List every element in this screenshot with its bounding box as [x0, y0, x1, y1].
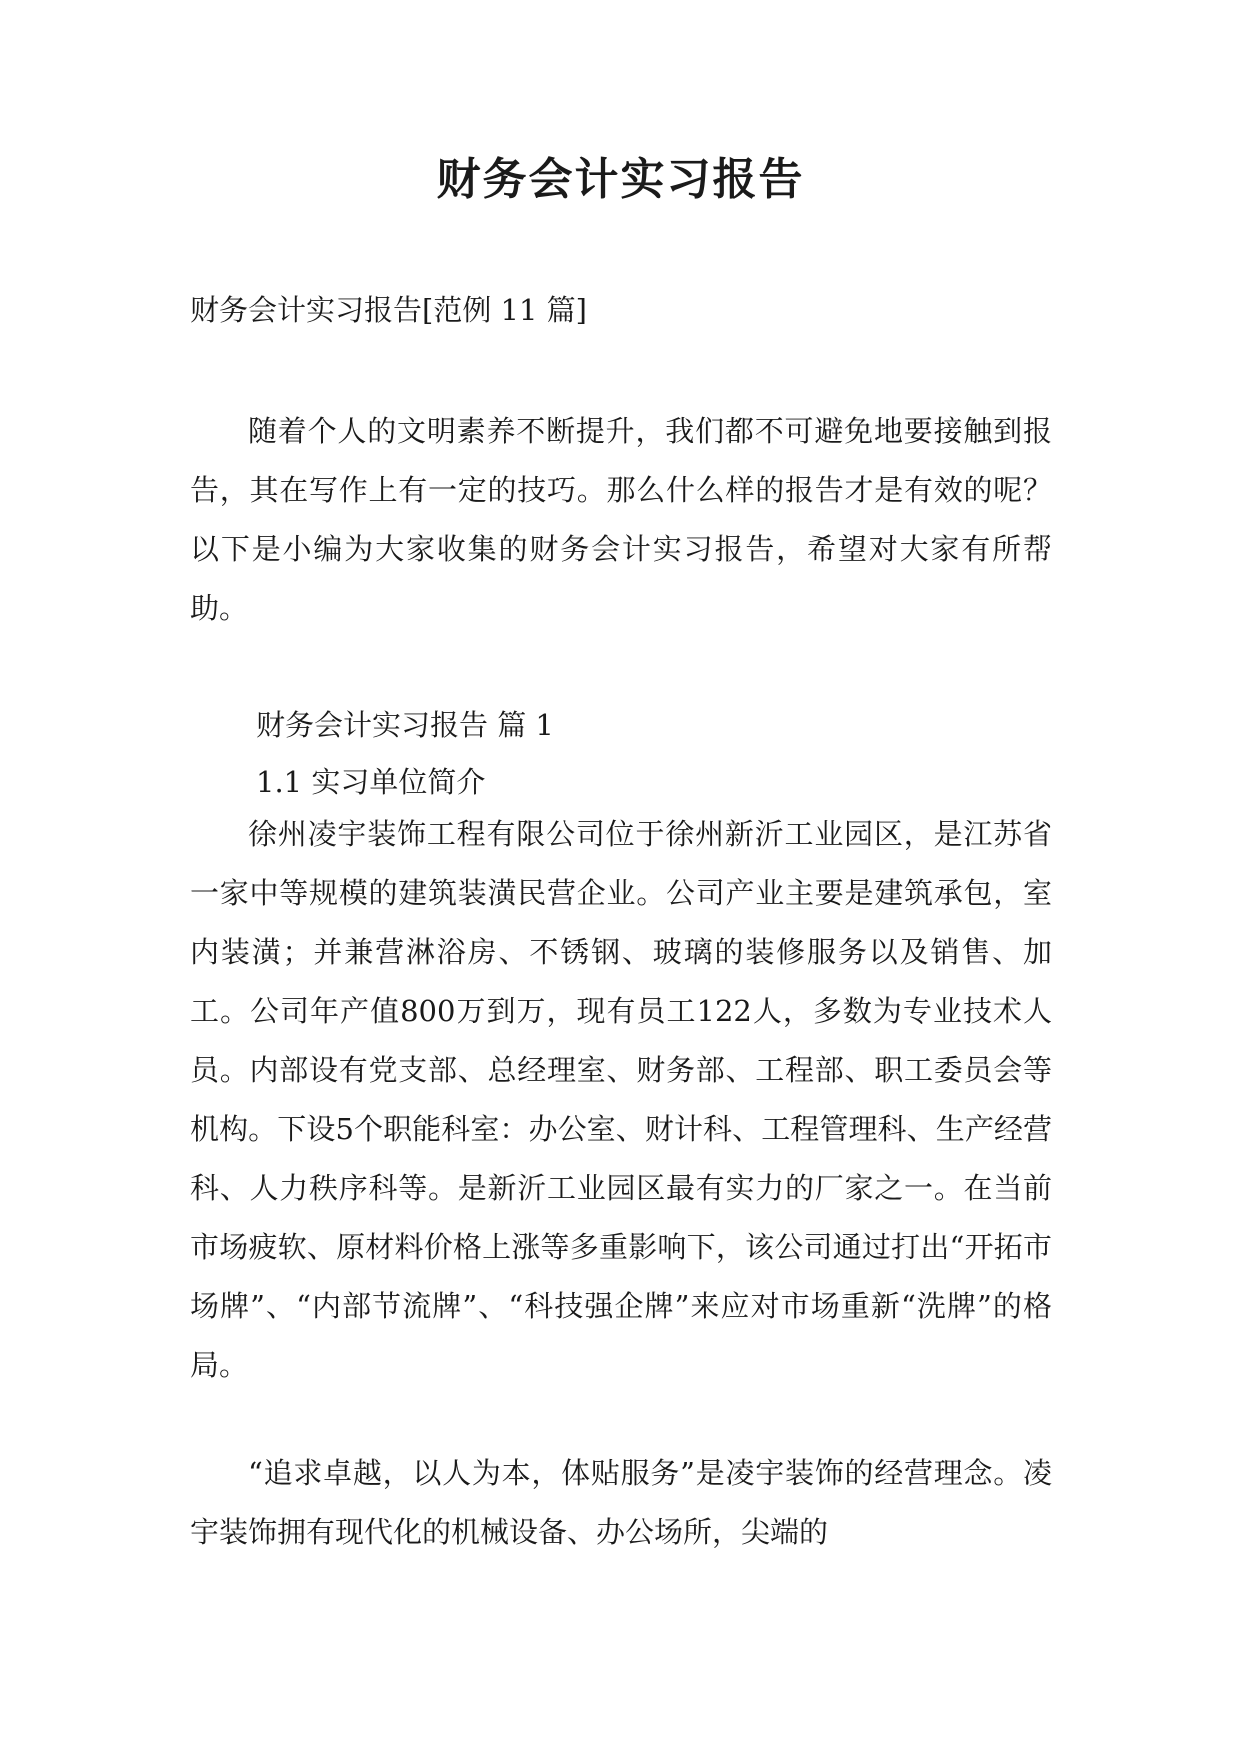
section-heading: 1.1 实习单位简介 [256, 765, 486, 799]
document-subtitle: 财务会计实习报告[范例 11 篇] [190, 293, 587, 327]
piece-heading: 财务会计实习报告 篇 1 [256, 708, 554, 742]
intro-paragraph: 随着个人的文明素养不断提升，我们都不可避免地要接触到报告，其在写作上有一定的技巧。那么什么样的报告才是有效的呢？以下是小编为大家收集的财务会计实习报告，希望对大家有所帮助。 [190, 414, 1052, 625]
company-paragraph: 徐州凌宇装饰工程有限公司位于徐州新沂工业园区，是江苏省一家中等规模的建筑装潢民营企业。公司产业主要是建筑承包，室内装潢；并兼营淋浴房、不锈钢、玻璃的装修服务以及销售、加工。公司年产值800万到万，现有员工122人，多数为专业技术人员。内部设有党支部、总经理室、财务部、工程部、职工委员会等机构。下设5个职能科室：办公室、财计科、工程管理科、生产经营科、人力秩序科等。是新沂工业园区最有实力的厂家之一。在当前市场疲软、原材料价格上涨等多重影响下，该公司通过打出“开拓市场牌”、“内部节流牌”、“科技强企牌”来应对市场重新“洗牌”的格局。 [190, 817, 1052, 1382]
document-title: 财务会计实习报告 [436, 154, 805, 205]
motto-paragraph: “追求卓越，以人为本，体贴服务”是凌宇装饰的经营理念。凌宇装饰拥有现代化的机械设备、办公场所，尖端的 [190, 1456, 1052, 1549]
